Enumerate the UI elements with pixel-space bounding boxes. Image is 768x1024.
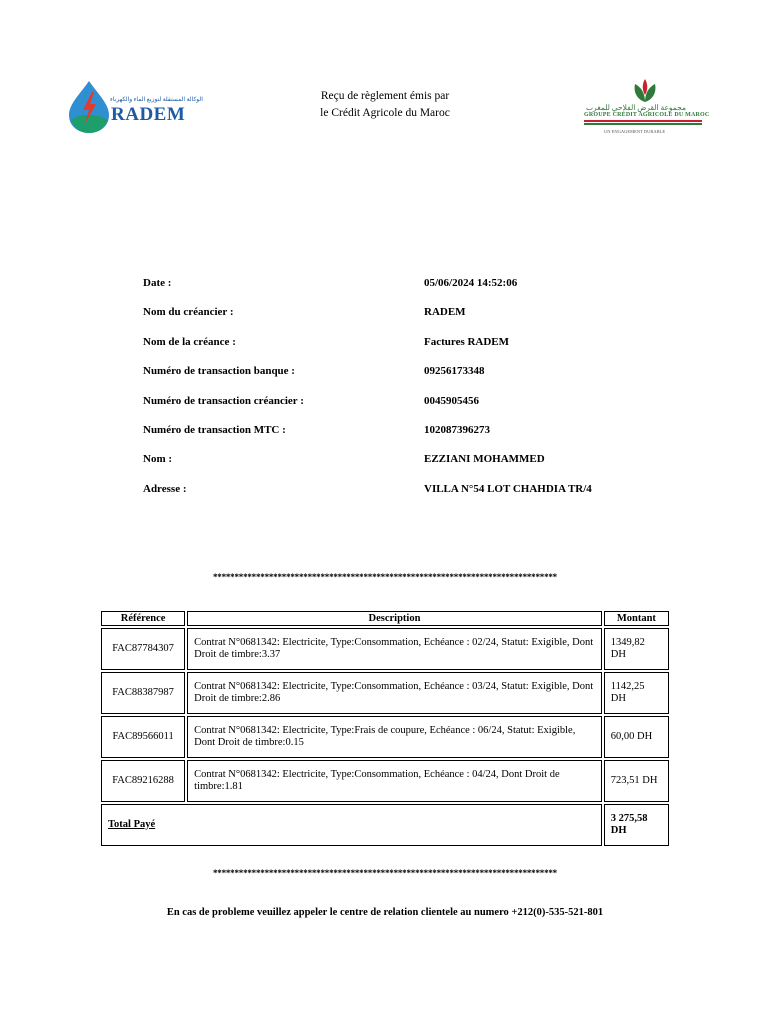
table-row: [101, 716, 669, 758]
ca-name-text: GROUPE CRÉDIT AGRICOLE DU MAROC: [584, 112, 710, 118]
receipt-title-line1: Reçu de règlement émis par: [320, 90, 450, 102]
total-amount: 3 275,58 DH: [604, 804, 669, 846]
info-row-bank-transaction: [143, 364, 623, 393]
cell-description: Contrat N°0681342: Electricite, Type:Consommation, Echéance : 03/24, Statut: Exigible, Dont Droit de timbre:2.86: [187, 672, 602, 714]
cell-amount: 723,51 DH: [604, 760, 669, 802]
info-value: EZZIANI MOHAMMED: [424, 453, 545, 466]
radem-logo-text: RADEM: [111, 104, 186, 125]
info-value: 09256173348: [424, 365, 485, 378]
ca-green-bar: [584, 123, 702, 125]
cell-reference: FAC89216288: [101, 760, 185, 802]
info-value: 05/06/2024 14:52:06: [424, 277, 518, 289]
cell-amount: 60,00 DH: [604, 716, 669, 758]
radem-arabic-text: الوكالة المستقلة لتوزيع الماء والكهرباء: [110, 97, 203, 103]
info-label: Numéro de transaction MTC :: [143, 423, 286, 436]
info-row-creditor-name: [143, 305, 623, 334]
info-label: Adresse :: [143, 482, 187, 495]
info-row-claim-name: [143, 335, 623, 364]
header-description: Description: [187, 611, 602, 626]
radem-logo: [66, 78, 203, 134]
table-row: [101, 760, 669, 802]
table-header-row: [101, 611, 669, 626]
info-label: Nom du créancier :: [143, 306, 234, 319]
separator-top: ********************************************************************************: [212, 572, 557, 582]
cell-reference: FAC89566011: [101, 716, 185, 758]
info-value: Factures RADEM: [424, 335, 510, 348]
info-row-date: [143, 276, 623, 305]
info-row-address: [143, 482, 623, 511]
cell-reference: FAC88387987: [101, 672, 185, 714]
ca-tagline: UN ENGAGEMENT DURABLE: [604, 129, 666, 134]
cell-description: Contrat N°0681342: Electricite, Type:Frais de coupure, Echéance : 06/24, Statut: Exigible, Dont Droit de timbre:0.15: [187, 716, 602, 758]
header-reference: Référence: [101, 611, 185, 626]
invoice-table: [99, 609, 671, 848]
info-label: Nom :: [143, 453, 173, 466]
table-row: [101, 628, 669, 670]
leaf-icon: [630, 78, 660, 104]
info-row-creditor-transaction: [143, 394, 623, 423]
header-amount: Montant: [604, 611, 669, 626]
info-value: VILLA N°54 LOT CHAHDIA TR/4: [424, 482, 592, 495]
transaction-info: [143, 276, 623, 511]
info-row-name: [143, 452, 623, 481]
receipt-title-line2: le Crédit Agricole du Maroc: [320, 107, 450, 119]
credit-agricole-logo: [580, 78, 708, 140]
cell-description: Contrat N°0681342: Electricite, Type:Consommation, Echéance : 04/24, Dont Droit de timbre:1.81: [187, 760, 602, 802]
total-row: [101, 804, 669, 846]
cell-amount: 1142,25 DH: [604, 672, 669, 714]
info-label: Nom de la créance :: [143, 335, 236, 348]
separator-bottom: ********************************************************************************: [212, 868, 557, 878]
info-label: Numéro de transaction banque :: [143, 365, 295, 378]
cell-reference: FAC87784307: [101, 628, 185, 670]
total-label-cell: [101, 804, 602, 846]
info-value: 0045905456: [424, 394, 479, 407]
ca-arabic-text: مجموعة القرض الفلاحي للمغرب: [586, 103, 687, 112]
ca-red-bar: [584, 120, 702, 122]
info-label: Date :: [143, 277, 172, 289]
info-row-mtc-transaction: [143, 423, 623, 452]
receipt-title: [290, 88, 480, 122]
table-row: [101, 672, 669, 714]
footer-note: En cas de probleme veuillez appeler le centre de relation clientele au numero +212(0)-535-521-801: [166, 907, 604, 918]
total-label: Total Payé: [108, 818, 156, 830]
cell-description: Contrat N°0681342: Electricite, Type:Consommation, Echéance : 02/24, Statut: Exigible, Dont Droit de timbre:3.37: [187, 628, 602, 670]
info-value: 102087396273: [424, 423, 490, 436]
info-value: RADEM: [424, 306, 466, 319]
cell-amount: 1349,82 DH: [604, 628, 669, 670]
water-drop-icon: [66, 78, 112, 134]
info-label: Numéro de transaction créancier :: [143, 394, 304, 407]
